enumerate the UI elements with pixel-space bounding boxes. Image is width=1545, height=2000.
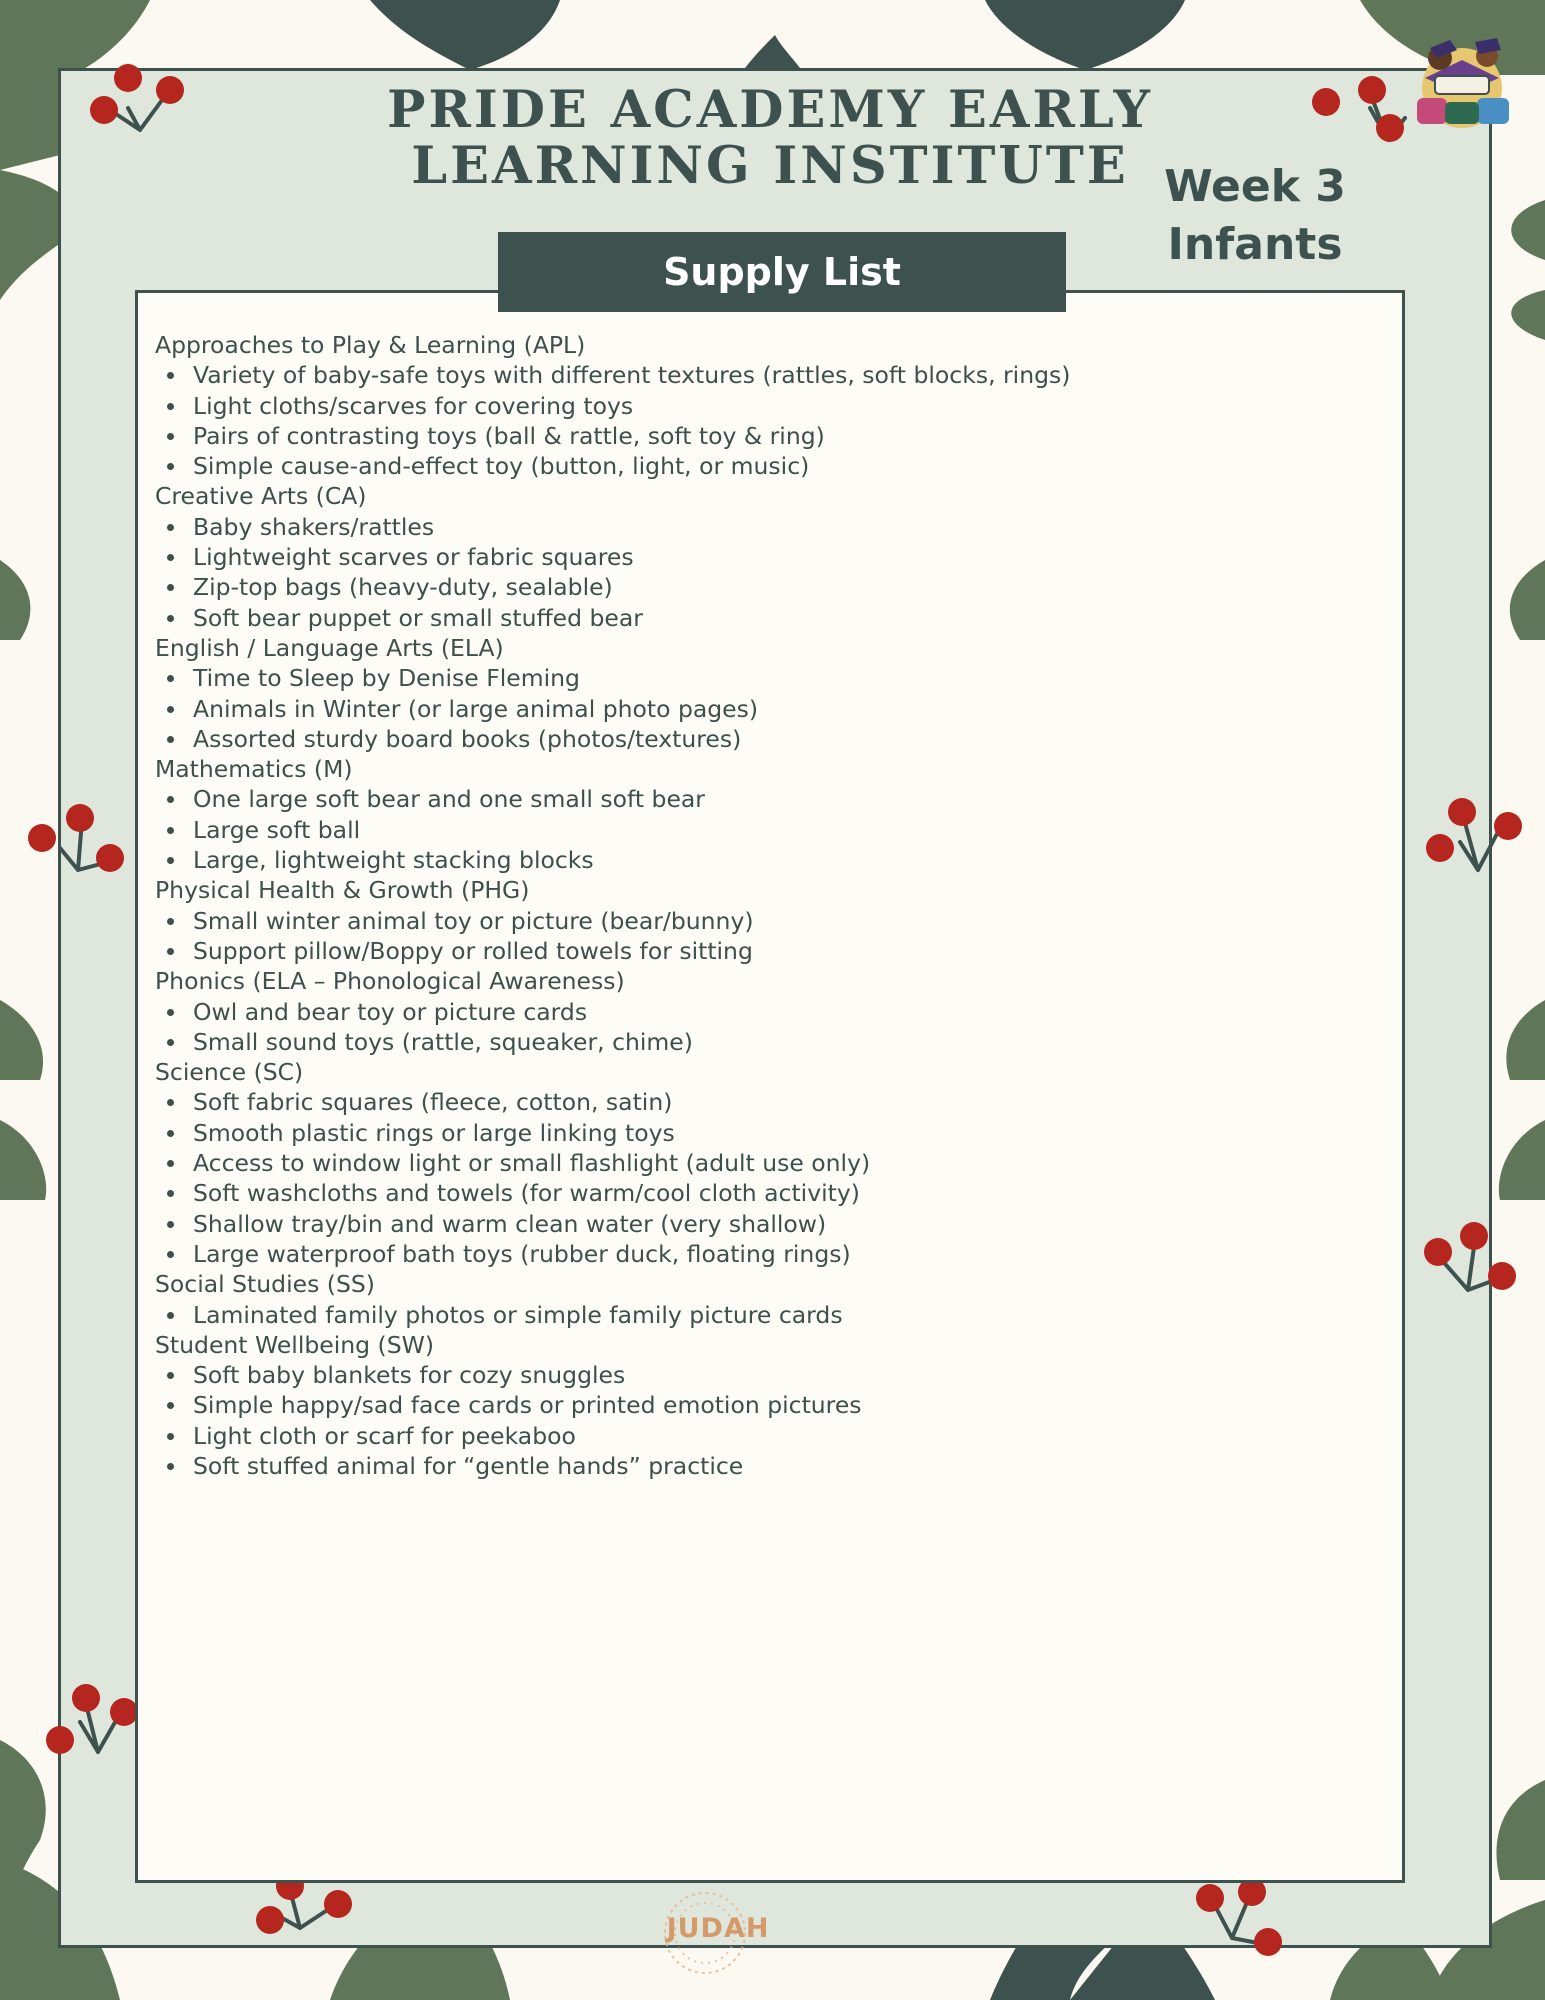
list-item: Assorted sturdy board books (photos/textures)	[193, 724, 1355, 754]
list-item: Large, lightweight stacking blocks	[193, 845, 1355, 875]
list-item: Pairs of contrasting toys (ball & rattle, soft toy & ring)	[193, 421, 1355, 451]
list-item: Support pillow/Boppy or rolled towels for sitting	[193, 936, 1355, 966]
section-m	[155, 754, 1355, 875]
section-heading: Mathematics (M)	[155, 755, 353, 784]
week-number: Week 3	[1164, 161, 1346, 212]
list-item: One large soft bear and one small soft bear	[193, 784, 1355, 814]
title-line-2: LEARNING INSTITUTE	[411, 136, 1129, 196]
list-item: Smooth plastic rings or large linking toys	[193, 1118, 1355, 1148]
title-line-1: PRIDE ACADEMY EARLY	[387, 80, 1153, 140]
list-item: Small winter animal toy or picture (bear/bunny)	[193, 906, 1355, 936]
school-logo-icon	[1405, 28, 1520, 133]
list-item: Time to Sleep by Denise Fleming	[193, 663, 1355, 693]
section-heading: Science (SC)	[155, 1058, 304, 1087]
section-heading: Phonics (ELA – Phonological Awareness)	[155, 967, 625, 996]
section-heading: Creative Arts (CA)	[155, 482, 367, 511]
section-heading: English / Language Arts (ELA)	[155, 633, 504, 662]
list-item: Light cloth or scarf for peekaboo	[193, 1421, 1355, 1451]
section-ela	[155, 633, 1355, 754]
section-ca	[155, 481, 1355, 632]
section-sc	[155, 1057, 1355, 1269]
list-item: Baby shakers/rattles	[193, 512, 1355, 542]
section-phonics	[155, 966, 1355, 1057]
footer-logo	[650, 1885, 780, 1980]
list-item: Light cloths/scarves for covering toys	[193, 391, 1355, 421]
list-item: Large soft ball	[193, 815, 1355, 845]
list-item: Simple happy/sad face cards or printed emotion pictures	[193, 1390, 1355, 1420]
list-item: Access to window light or small flashlight (adult use only)	[193, 1148, 1355, 1178]
supply-list-banner: Supply List	[498, 232, 1066, 312]
list-item: Soft stuffed animal for “gentle hands” practice	[193, 1451, 1355, 1481]
section-ss	[155, 1269, 1355, 1330]
section-heading: Social Studies (SS)	[155, 1270, 375, 1299]
list-item: Laminated family photos or simple family picture cards	[193, 1300, 1355, 1330]
list-item: Soft fabric squares (fleece, cotton, satin)	[193, 1087, 1355, 1117]
list-item: Small sound toys (rattle, squeaker, chime)	[193, 1027, 1355, 1057]
supply-list	[155, 330, 1355, 1481]
list-item: Animals in Winter (or large animal photo pages)	[193, 694, 1355, 724]
section-sw	[155, 1330, 1355, 1481]
footer-logo-text: JUDAH	[666, 1913, 770, 1944]
list-item: Zip-top bags (heavy-duty, sealable)	[193, 572, 1355, 602]
list-item: Large waterproof bath toys (rubber duck, floating rings)	[193, 1239, 1355, 1269]
berry-icon	[1312, 76, 1404, 142]
list-item: Lightweight scarves or fabric squares	[193, 542, 1355, 572]
list-item: Shallow tray/bin and warm clean water (very shallow)	[193, 1209, 1355, 1239]
page-title	[330, 82, 1210, 194]
list-item: Soft washcloths and towels (for warm/cool cloth activity)	[193, 1178, 1355, 1208]
section-heading: Student Wellbeing (SW)	[155, 1330, 435, 1359]
berry-icon	[28, 804, 124, 872]
list-item: Simple cause-and-effect toy (button, light, or music)	[193, 451, 1355, 481]
list-item: Owl and bear toy or picture cards	[193, 997, 1355, 1027]
section-phg	[155, 875, 1355, 966]
section-heading: Physical Health & Growth (PHG)	[155, 876, 530, 905]
week-label	[1150, 158, 1360, 274]
section-heading: Approaches to Play & Learning (APL)	[155, 331, 586, 359]
section-apl	[155, 330, 1355, 481]
berry-icon	[90, 64, 184, 124]
age-group: Infants	[1167, 219, 1343, 270]
list-item: Soft baby blankets for cozy snuggles	[193, 1360, 1355, 1390]
list-item: Variety of baby-safe toys with different textures (rattles, soft blocks, rings)	[193, 360, 1355, 390]
list-item: Soft bear puppet or small stuffed bear	[193, 603, 1355, 633]
